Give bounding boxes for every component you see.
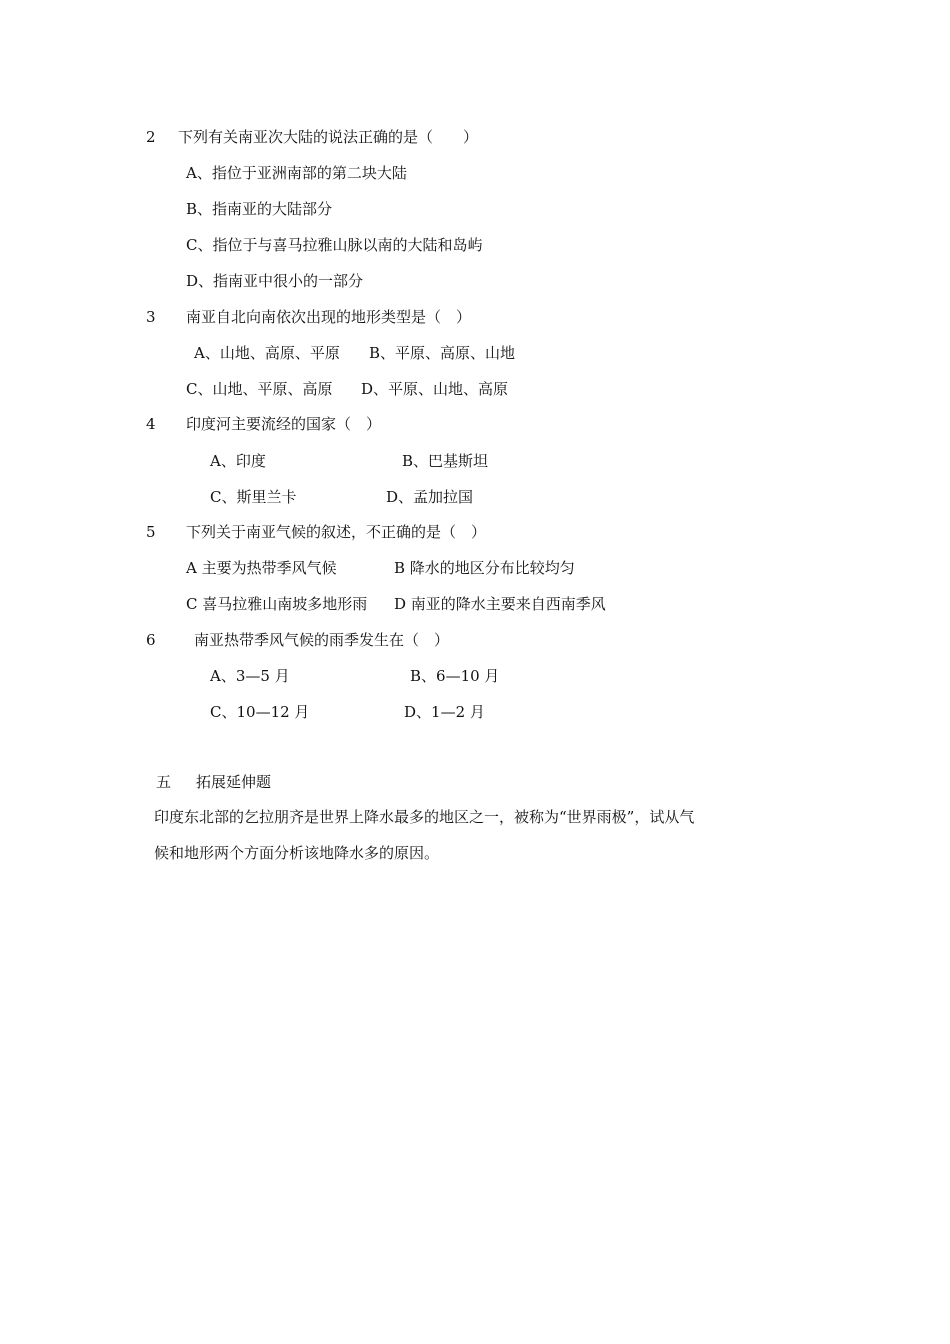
question-4-option-d: D、孟加拉国 [386,488,474,506]
question-3-option-b: B、平原、高原、山地 [369,344,516,362]
question-6-option-a: A、3—5 月 [210,667,290,685]
question-6-number: 6 [146,631,156,649]
question-6-stem: 南亚热带季风气候的雨季发生在（ ） [194,631,450,649]
question-6-option-d: D、1—2 月 [404,703,485,721]
question-4-stem: 印度河主要流经的国家（ ） [186,415,382,433]
question-3-option-c: C、山地、平原、高原 [186,380,333,398]
question-5-option-c: C 喜马拉雅山南坡多地形雨 [186,595,368,613]
question-3-option-a: A、山地、高原、平原 [194,344,340,362]
question-5-option-a: A 主要为热带季风气候 [186,559,337,577]
question-5-option-d: D 南亚的降水主要来自西南季风 [394,595,606,613]
question-4-option-b: B、巴基斯坦 [402,452,489,470]
section-5-title: 拓展延伸题 [196,773,272,791]
question-4-option-c: C、斯里兰卡 [210,488,297,506]
question-2-option-d: D、指南亚中很小的一部分 [186,272,364,290]
section-5-text-line-1: 印度东北部的乞拉朋齐是世界上降水最多的地区之一，被称为“世界雨极”，试从气 [154,808,695,826]
question-2-option-b: B、指南亚的大陆部分 [186,200,333,218]
question-6-option-b: B、6—10 月 [410,667,500,685]
question-2-number: 2 [146,128,156,146]
question-6-option-c: C、10—12 月 [210,703,310,721]
question-4-option-a: A、印度 [210,452,266,470]
question-5-option-b: B 降水的地区分布比较均匀 [394,559,575,577]
question-3-number: 3 [146,308,156,326]
question-5-stem: 下列关于南亚气候的叙述，不正确的是（ ） [186,523,487,541]
question-2-stem: 下列有关南亚次大陆的说法正确的是（ ） [178,128,479,146]
question-5-number: 5 [146,523,156,541]
question-4-number: 4 [146,415,156,433]
question-3-option-d: D、平原、山地、高原 [361,380,509,398]
question-2-option-c: C、指位于与喜马拉雅山脉以南的大陆和岛屿 [186,236,483,254]
section-5-number: 五 [156,773,172,791]
question-3-stem: 南亚自北向南依次出现的地形类型是（ ） [186,308,472,326]
question-2-option-a: A、指位于亚洲南部的第二块大陆 [186,164,407,182]
section-5-text-line-2: 候和地形两个方面分析该地降水多的原因。 [154,844,440,862]
